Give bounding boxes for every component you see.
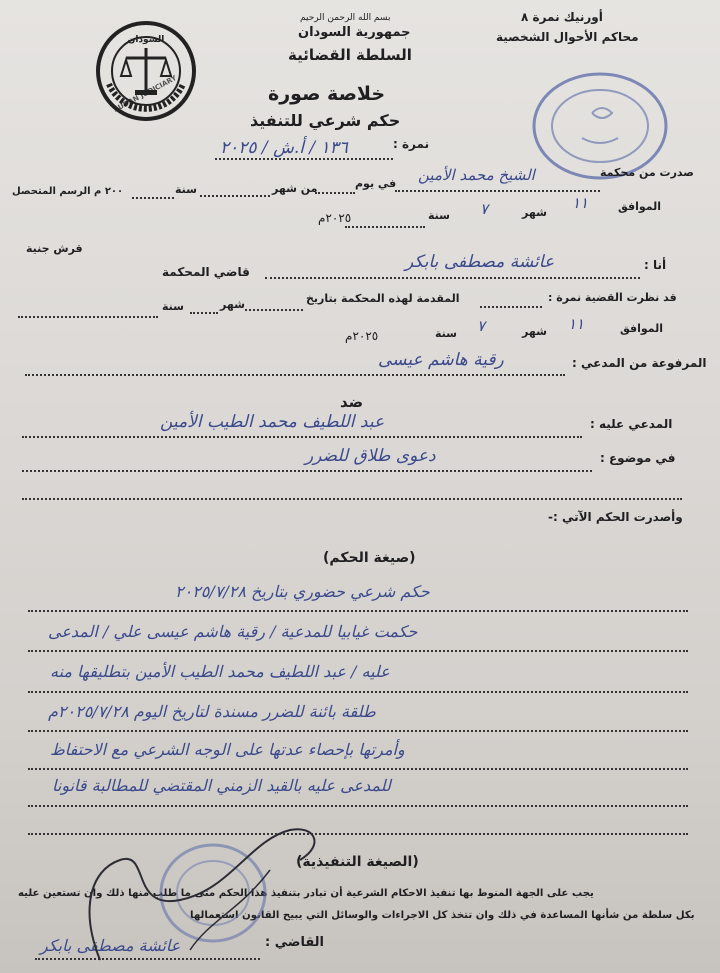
judiciary-seal-logo <box>95 20 197 122</box>
case-year-label: سنة <box>162 300 184 313</box>
execution-heading: (الصيغة التنفيذية) <box>296 854 419 870</box>
case-label: قد نظرت القضية نمرة : <box>548 291 677 304</box>
signature-scribble <box>40 800 340 965</box>
subject-value: دعوى طلاق للضرر <box>305 446 436 466</box>
case-agree-label: الموافق <box>620 322 664 335</box>
issued-from-label: صدرت من محكمة <box>600 166 694 179</box>
case-agree-month: ٧ <box>477 317 486 335</box>
judge-label: أنا : <box>644 258 667 272</box>
execution-judge-name: عائشة مصطفى بابكر <box>40 936 181 955</box>
ruling-line-3: عليه / عبد اللطيف محمد الطيب الأمين بتطليقها منه <box>50 662 390 681</box>
republic-heading: جمهورية السودان <box>298 25 411 40</box>
case-agree-day: ١١ <box>568 315 585 333</box>
ruling-intro: وأصدرت الحكم الآتي :- <box>548 510 683 524</box>
ruling-line-2: حكمت غيابيا للمدعية / رقية هاشم عيسى علي / المدعى <box>48 622 418 641</box>
svg-text:السودان: السودان <box>127 35 165 45</box>
execution-line-1: يجب على الجهة المنوط بها تنفيذ الاحكام الشرعية أن تبادر بتنفيذ هذا الحكم متى ما طلب منها ذلك وان تستعين عليه <box>18 888 594 899</box>
judge-name: عائشة مصطفى بابكر <box>405 252 555 272</box>
ruling-line-6: للمدعى عليه بالقيد الزمني المقتضي للمطالبة قانونا <box>52 776 391 795</box>
versus-label: ضد <box>340 393 364 411</box>
execution-line-2: بكل سلطة من شأنها المساعدة في ذلك وان تتخذ كل الاجراءات والوسائل التي يبيح القانون استعمالها <box>190 910 695 921</box>
case-submitted: المقدمة لهذه المحكمة بتاريخ <box>306 292 460 305</box>
courts-heading: محاكم الأحوال الشخصية <box>496 30 639 44</box>
case-agree-year-label: سنة <box>435 327 457 340</box>
agree-year-label: سنة <box>428 209 450 222</box>
subject-label: في موضوع : <box>600 451 676 465</box>
year-label: سنة <box>175 183 197 196</box>
case-agree-month-label: شهر <box>522 325 547 338</box>
currency-label: قرش جنية <box>26 242 83 255</box>
plaintiff-label: المرفوعة من المدعي : <box>572 356 707 370</box>
plaintiff-name: رقية هاشم عيسى <box>378 350 504 370</box>
agree-year: ٢٠٢٥م <box>318 211 352 225</box>
document-subtitle: حكم شرعي للتنفيذ <box>250 111 401 130</box>
number-label: نمرة : <box>393 137 430 151</box>
defendant-label: المدعي عليه : <box>590 417 673 431</box>
judge-role: قاضي المحكمة <box>162 265 250 279</box>
agree-month: ٧ <box>480 200 489 218</box>
agree-month-label: شهر <box>522 206 547 219</box>
document-title: خلاصة صورة <box>268 83 386 105</box>
day-label: في يوم <box>355 177 397 190</box>
form-number: أورنيك نمرة ٨ <box>521 10 603 24</box>
case-agree-year: ٢٠٢٥م <box>345 329 379 343</box>
case-month-label: شهر <box>220 298 245 311</box>
fee-label: ٢٠٠ م الرسم المتحصل <box>12 186 124 197</box>
ruling-line-4: طلقة بائنة للضرر مسندة لتاريخ اليوم ٢٠٢٥/٧/٢٨م <box>48 702 376 721</box>
month-label: من شهر <box>272 182 318 195</box>
ruling-line-5: وأمرتها بإحصاء عدتها على الوجه الشرعي مع الاحتفاظ <box>50 740 405 759</box>
court-name: الشيخ محمد الأمين <box>418 166 535 184</box>
basmala: بسم الله الرحمن الرحيم <box>300 13 391 23</box>
authority-heading: السلطة القضائية <box>288 46 412 64</box>
number-value: ١٣٦ / أ.ش / ٢٠٢٥ <box>220 138 348 158</box>
seal-caption: SUDAN JUDICIARY <box>112 73 178 115</box>
execution-judge-label: القاضي : <box>265 935 325 950</box>
defendant-name: عبد اللطيف محمد الطيب الأمين <box>160 412 385 432</box>
ruling-line-1: حكم شرعي حضوري بتاريخ ٢٠٢٥/٧/٢٨ <box>175 582 430 601</box>
agree-day: ١١ <box>572 194 589 212</box>
agree-label: الموافق <box>618 200 662 213</box>
ruling-heading: (صيغة الحكم) <box>323 550 416 566</box>
